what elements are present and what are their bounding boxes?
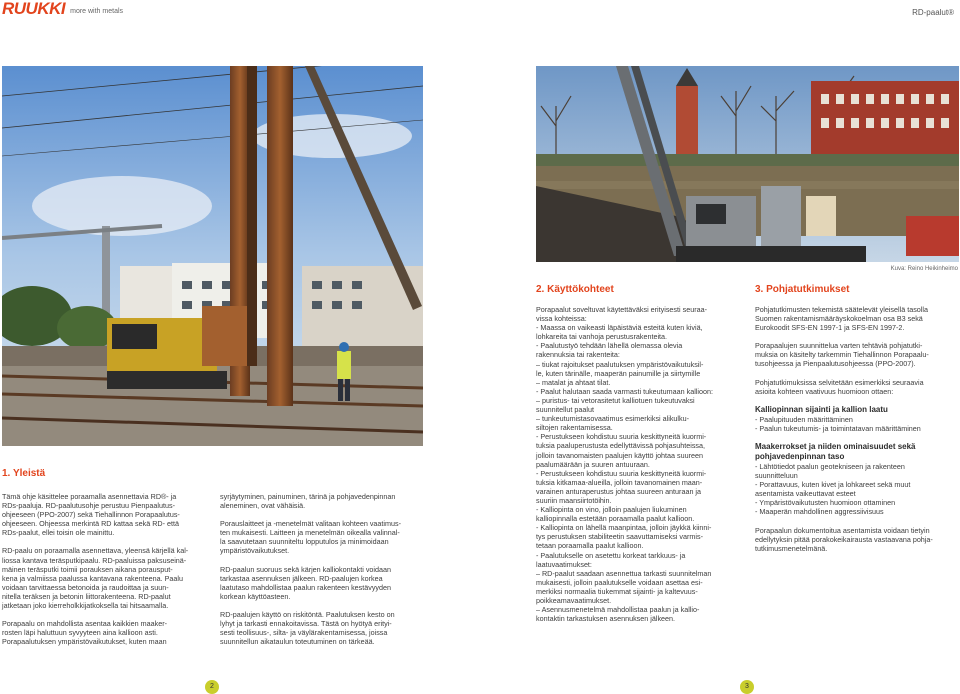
paragraph: Porauslaitteet ja -menetelmät valitaan kohteen vaatimus- ten mukaisesti. Laitteen ja menetelmän oikealla valinnal- la saavutetaan suunniteltu lopputulos ja minimoidaan ympäristövaikutukset. <box>220 519 401 556</box>
list-item: – tiukat rajoitukset paalutuksen ympäristövaikutuksil- le, kuten tärinälle, maaperän painumille ja siirtymille <box>536 359 704 378</box>
product-name: RD-paalut® <box>912 8 954 17</box>
list-item: - Paalut halutaan saada varmasti tukeutumaan kallioon: <box>536 386 713 396</box>
section-heading-pohjatutkimukset: 3. Pohjatutkimukset <box>755 284 850 295</box>
text-column-2 <box>220 492 425 655</box>
text-column-3 <box>536 305 741 623</box>
list-item: – puristus- tai vetorasitetut kalliotuen tukeutuvaksi suunnitellut paalut <box>536 395 695 415</box>
list-item: - Ympäristövaikutusten huomioon ottaminen <box>755 498 896 508</box>
paragraph: Tämä ohje käsittelee poraamalla asennettavia RD®- ja RDs-paaluja. RD-paalutusohje perustuu Pienpaalutus- ohjeeseen (PPO-2007) sekä Tiehallinnon Porapaalutus- ohjeeseen. Ohjeessa merkintä RD kattaa sekä RD- että RDs-paalut, ellei toisin ole mainittu. <box>2 492 180 538</box>
paragraph: RD-paalu on poraamalla asennettava, yleensä kärjellä kal- liossa kantava teräsputkipaalu. RD-paaluissa paksuseinä- mäinen teräsputki toimii porauksen aikana porausput- kena ja valmiissa paalussa kantavana rakenteena. Paalu voidaan tarvittaessa betonoida ja raudoittaa ja suun- nitella teräksen ja betonin liittorakenteena. RD-paalut jatketaan joko kierreholkkijatkoksella tai hitsaamalla. <box>2 546 189 611</box>
paragraph: Porapaalun dokumentoitua asentamista voidaan tietyin edellytyksin pitää porakokeikairausta vastaavana pohja- tutkimusmenetelmänä. <box>755 525 933 553</box>
list-item: - Porattavuus, kuten kivet ja lohkareet sekä muut asentamista vaikeuttavat esteet <box>755 480 911 499</box>
paragraph: Porapaalujen suunnittelua varten tehtäviä pohjatutki- muksia on käsitelty tarkemmin Tiehallinnon Porapaalu- tusohjeessa ja Pienpaalutusohjeessa (PPO-2007). <box>755 341 929 369</box>
list-item: - Kalliopinta on vino, jolloin paalujen liukuminen kalliopinnalla estetään poraamalla paalut kallioon. <box>536 505 695 524</box>
list-item: - Lähtötiedot paalun geotekniseen ja rakenteen suunnitteluun <box>755 461 905 481</box>
list-item: - Paalutustyö tehdään lähellä olemassa olevia rakennuksia tai rakenteita: <box>536 341 683 360</box>
page-number-left: 2 <box>205 680 219 694</box>
paragraph: Porapaalu on mahdollista asentaa kaikkien maaker- rosten läpi haluttuun syvyyteen aina kallioon asti. Porapaalutuksen ympäristövaikutukset, kuten maan <box>2 619 168 647</box>
paragraph: RD-paalujen käyttö on riskitöntä. Paalutuksen kesto on lyhyt ja tarkasti ennakoitavissa. Tästä on hyötyä erityi- sesti teollisuus-, silta- ja väylärakentamisessa, joissa suunnitellun aikataulun toteutuminen on tärkeää. <box>220 609 395 647</box>
list-item: - Kalliopinta on lähellä maanpintaa, jolloin jäykkä kiinni- tys perustuksen stabiliteetin saavuttamiseksi varmis- tetaan poraamalla paalut kallioon. <box>536 523 712 551</box>
list-item: – RD-paalut saadaan asennettua tarkasti suunnitelman mukaisesti, jolloin paalutukselle voidaan asettaa esi- merkiksi normaalia tiukemmat sijainti- ja kaltevuus- poikkeamavaatimukset. <box>536 568 712 605</box>
section-heading-yleista: 1. Yleistä <box>2 468 46 479</box>
paragraph: Pohjatutkimuksissa selvitetään esimerkiksi seuraavia asioita kohteen vaativuus huomioon ottaen: <box>755 377 924 396</box>
list-item: - Paalun tukeutumis- ja toimintatavan määrittäminen <box>755 423 921 433</box>
photo-credit: Kuva: Reino Heikinheimo <box>890 266 958 272</box>
logo-tagline: more with metals <box>70 8 124 15</box>
paragraph: Pohjatutkimusten tekemistä säätelevät yleisellä tasolla Suomen rakentamismääräyskokoelman osa B3 sekä Eurokoodit SFS-EN 1997-1 ja SFS-EN 1997-2. <box>755 305 928 333</box>
list-item: – matalat ja ahtaat tilat. <box>536 377 611 387</box>
list-item: - Maassa on vaikeasti läpäistäviä esteitä kuten kiviä, lohkareita tai vanhoja perustusrakenteita. <box>536 323 703 342</box>
list-item: - Maaperän mahdollinen aggressiivisuus <box>755 507 884 517</box>
list-item: – Asennusmenetelmä mahdollistaa paalun ja kallio- kontaktin tarkastuksen asennuksen jälkeen. <box>536 605 700 624</box>
paragraph: syrjäytyminen, painuminen, tärinä ja pohjavedenpinnan aleneminen, ovat vähäisiä. <box>220 492 396 511</box>
riverbank-drilling-photo <box>536 66 959 262</box>
paragraph: RD-paalun suoruus sekä kärjen kalliokontakti voidaan tarkastaa asennuksen jälkeen. RD-paalujen korkea laatutaso mahdollistaa paalun rakenteen kestävyyden korkean käyttöasteen. <box>220 564 392 601</box>
subheading-bedrock: Kalliopinnan sijainti ja kallion laatu <box>755 404 888 414</box>
list-item: - Paalutukselle on asetettu korkeat tarkkuus- ja laatuvaatimukset: <box>536 550 686 569</box>
ruukki-logo <box>2 2 123 16</box>
intro-paragraph: Porapaalut soveltuvat käytettäväksi erityisesti seuraa- vissa kohteissa: <box>536 305 707 324</box>
list-item: - Paalupituuden määrittäminen <box>755 414 853 424</box>
page-number-right: 3 <box>740 680 754 694</box>
logo-wordmark: RUUKKI <box>2 0 66 18</box>
list-item: – tunkeutumistasovaatimus esimerkiksi alikulku- siltojen rakentamisessa. <box>536 414 689 433</box>
section-heading-kayttokohteet: 2. Käyttökohteet <box>536 284 614 295</box>
text-column-4 <box>755 305 960 562</box>
list-item: - Perustukseen kohdistuu suuria keskittyneitä kuormi- tuksia paaluperustusta edellyttävissä pohjasuhteissa, jolloin tavanomaisten paalujen käyttö johtaa suureen paalumäärään ja suuren antuuraan. <box>536 432 707 469</box>
list-item: - Perustukseen kohdistuu suuria keskittyneitä kuormi- tuksia kitkamaa-alueilla, jolloin tavanomainen maan- varainen anturaperustus johtaa suureen anturaan ja suuriin maansiirtotöihin. <box>536 468 707 505</box>
subheading-soil-layers: Maakerrokset ja niiden ominaisuudet sekä pohjavedenpinnan taso <box>755 441 916 461</box>
drilling-rig-photo <box>2 66 423 446</box>
text-column-1 <box>2 492 207 655</box>
